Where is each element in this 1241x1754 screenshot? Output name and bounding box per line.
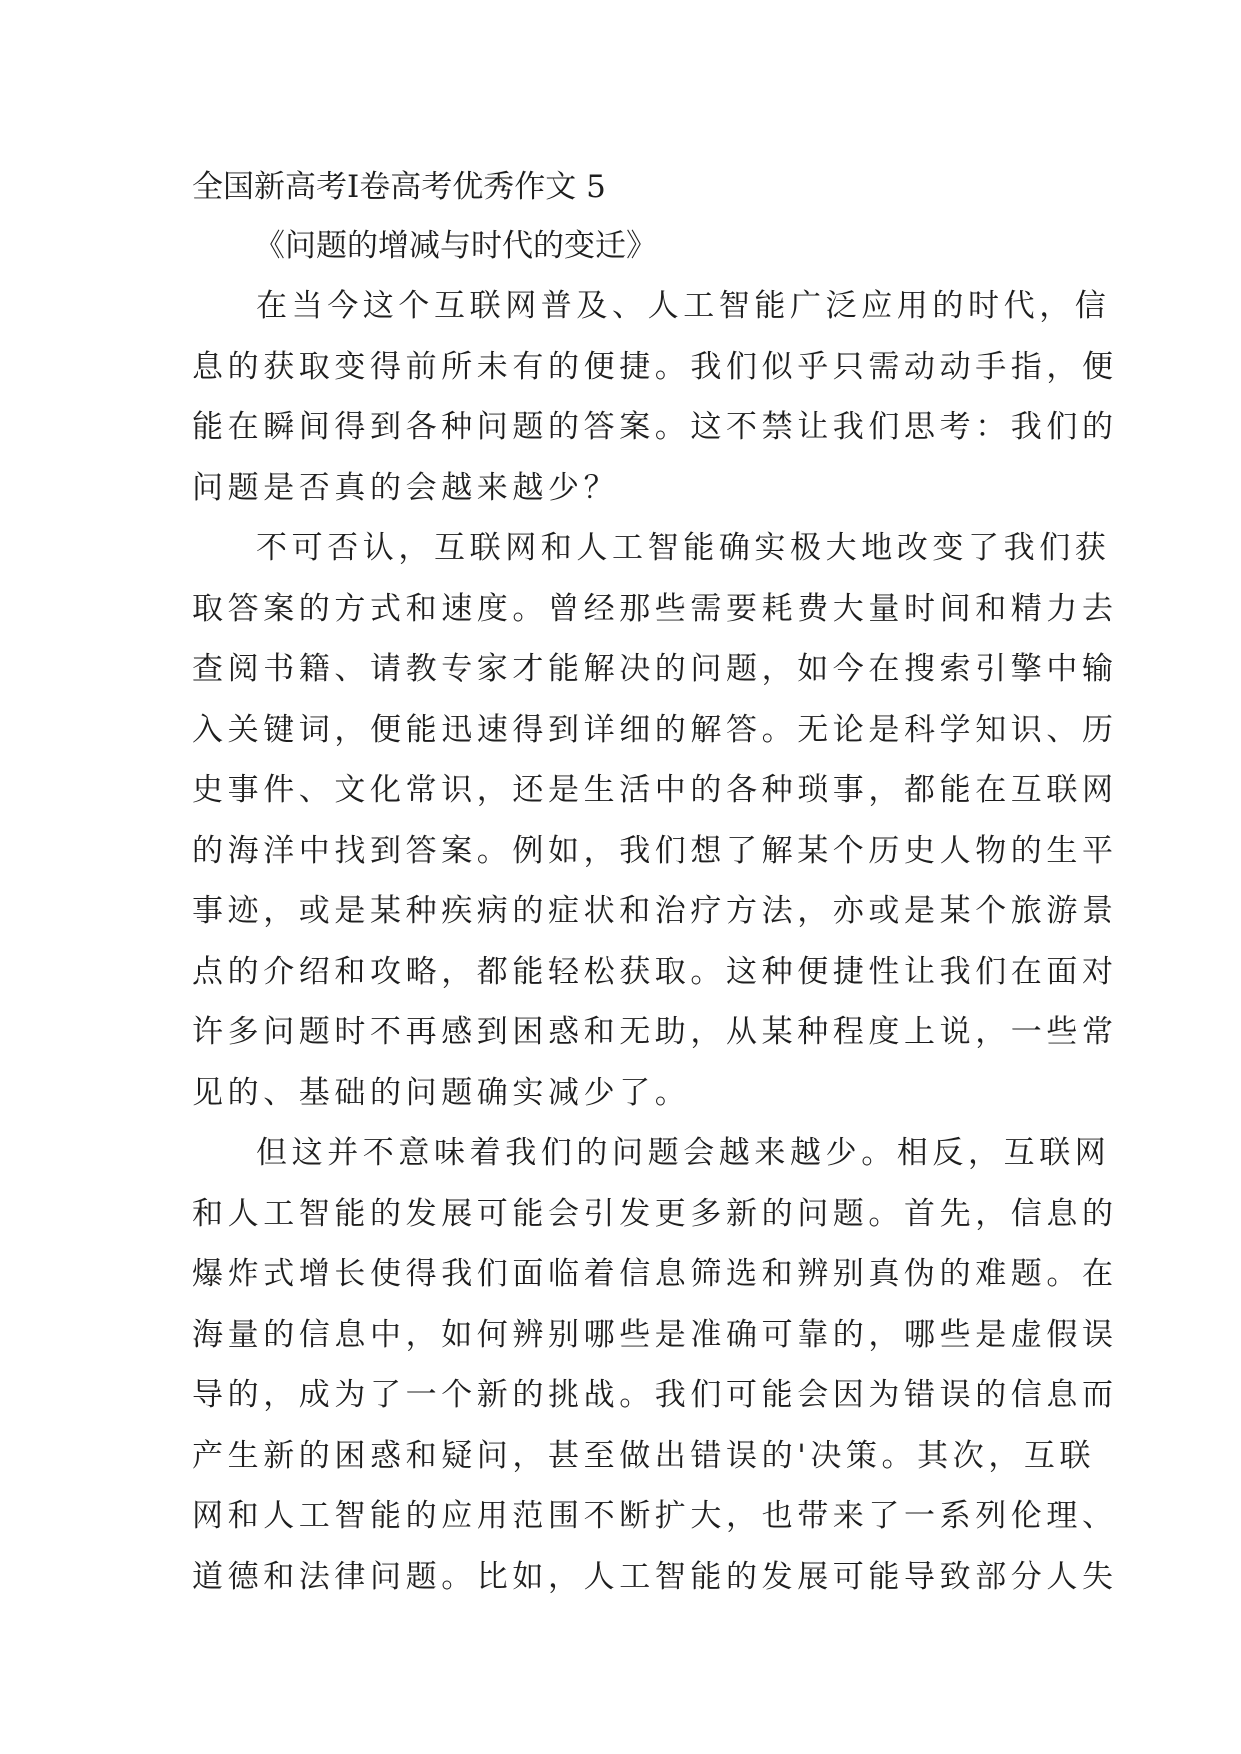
paragraph-line: 导的，成为了一个新的挑战。我们可能会因为错误的信息而 bbox=[192, 1377, 1118, 1413]
essay-title: 《问题的增减与时代的变迁》 bbox=[254, 228, 657, 264]
paragraph-line: 查阅书籍、请教专家才能解决的问题，如今在搜索引擎中输 bbox=[192, 651, 1118, 687]
paragraph-3 bbox=[192, 1123, 1118, 1607]
paragraph-line: 产生新的困惑和疑问，甚至做出错误的'决策。其次，互联 bbox=[192, 1437, 1096, 1474]
paragraph-line: 海量的信息中，如何辨别哪些是准确可靠的，哪些是虚假误 bbox=[192, 1316, 1118, 1353]
paragraph-line: 取答案的方式和速度。曾经那些需要耗费大量时间和精力去 bbox=[192, 590, 1118, 627]
document-page bbox=[192, 158, 1118, 1607]
paragraph-line: 在当今这个互联网普及、人工智能广泛应用的时代，信 bbox=[256, 288, 1111, 324]
paragraph-line: 爆炸式增长使得我们面临着信息筛选和辨别真伪的难题。在 bbox=[192, 1256, 1118, 1292]
paragraph-1 bbox=[192, 276, 1118, 518]
paragraph-line: 道德和法律问题。比如，人工智能的发展可能导致部分人失 bbox=[192, 1558, 1118, 1595]
paragraph-line: 的海洋中找到答案。例如，我们想了解某个历史人物的生平 bbox=[192, 832, 1118, 869]
paragraph-line: 息的获取变得前所未有的便捷。我们似乎只需动动手指，便 bbox=[192, 348, 1118, 385]
paragraph-line: 事迹，或是某种疾病的症状和治疗方法，亦或是某个旅游景 bbox=[192, 893, 1118, 929]
paragraph-line: 点的介绍和攻略，都能轻松获取。这种便捷性让我们在面对 bbox=[192, 953, 1118, 990]
paragraph-line: 史事件、文化常识，还是生活中的各种琐事，都能在互联网 bbox=[192, 772, 1118, 808]
document-heading: 全国新高考Ⅰ卷高考优秀作文 5 bbox=[192, 169, 606, 205]
paragraph-line: 能在瞬间得到各种问题的答案。这不禁让我们思考：我们的 bbox=[192, 409, 1118, 445]
paragraph-line: 但这并不意味着我们的问题会越来越少。相反，互联网 bbox=[256, 1135, 1111, 1171]
paragraph-line: 入关键词，便能迅速得到详细的解答。无论是科学知识、历 bbox=[192, 711, 1118, 748]
paragraph-2 bbox=[192, 518, 1118, 1123]
paragraph-line: 不可否认，互联网和人工智能确实极大地改变了我们获 bbox=[256, 530, 1111, 566]
paragraph-line: 问题是否真的会越来越少？ bbox=[192, 469, 620, 506]
paragraph-line: 网和人工智能的应用范围不断扩大，也带来了一系列伦理、 bbox=[192, 1498, 1118, 1534]
paragraph-line: 许多问题时不再感到困惑和无助，从某种程度上说，一些常 bbox=[192, 1014, 1118, 1050]
paragraph-line: 和人工智能的发展可能会引发更多新的问题。首先，信息的 bbox=[192, 1195, 1118, 1232]
paragraph-line: 见的、基础的问题确实减少了。 bbox=[192, 1074, 691, 1111]
